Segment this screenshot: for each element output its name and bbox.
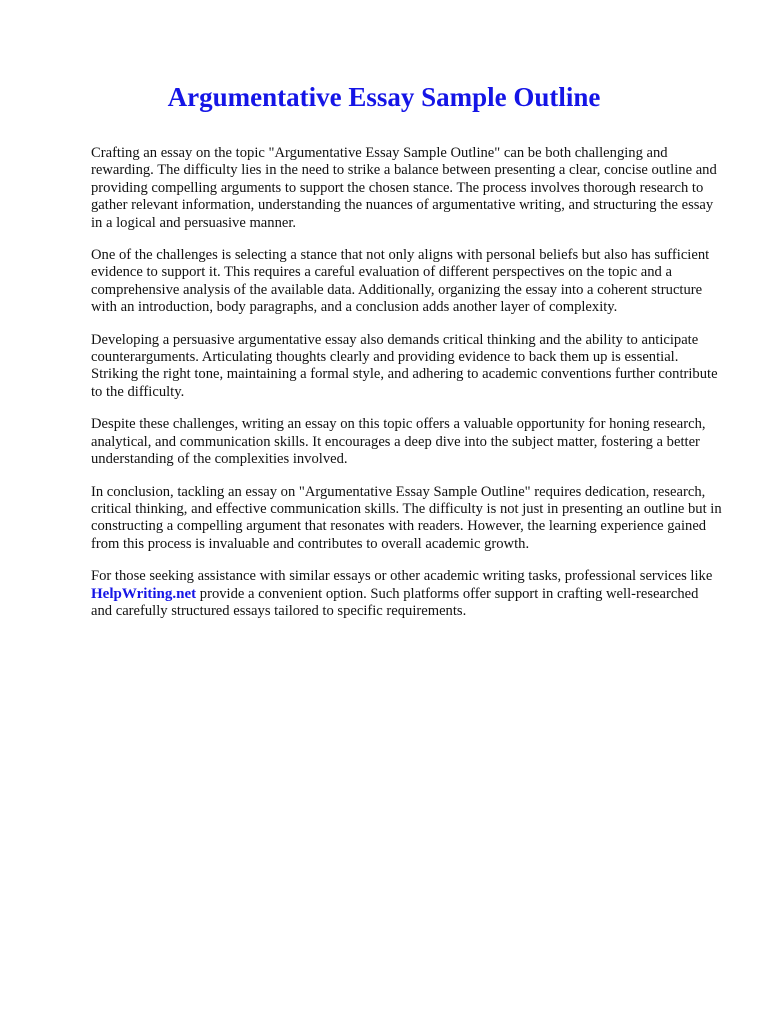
paragraph-3: Developing a persuasive argumentative essay also demands critical thinking and the ability to anticipate counterarguments. Articulating thoughts clearly and providing evidence to back them up is essential. Striking the right tone, maintaining a formal style, and adhering to academic conventions further contribute to the difficulty. [91, 331, 718, 400]
closing-text-before-link: For those seeking assistance with similar essays or other academic writing tasks, professional services like [91, 568, 713, 585]
page-title: Argumentative Essay Sample Outline [167, 82, 601, 112]
paragraph-1: Crafting an essay on the topic "Argumentative Essay Sample Outline" can be both challenging and rewarding. The difficulty lies in the need to strike a balance between presenting a clear, concise outline and providing compelling arguments to support the chosen stance. The process involves thorough research to gather relevant information, understanding the nuances of argumentative writing, and structuring the essay in a logical and persuasive manner. [91, 145, 717, 231]
paragraph-closing [91, 568, 723, 620]
closing-text-after-link: provide a convenient option. Such platforms offer support in crafting well-researched and carefully structured essays tailored to specific requirements. [91, 585, 699, 619]
document-body [91, 145, 723, 635]
paragraph-4: Despite these challenges, writing an essay on this topic offers a valuable opportunity for honing research, analytical, and communication skills. It encourages a deep dive into the subject matter, fostering a better understanding of the complexities involved. [91, 416, 706, 468]
paragraph-2: One of the challenges is selecting a stance that not only aligns with personal beliefs but also has sufficient evidence to support it. This requires a careful evaluation of different perspectives on the topic and a comprehensive analysis of the available data. Additionally, organizing the essay into a coherent structure with an introduction, body paragraphs, and a conclusion adds another layer of complexity. [91, 247, 710, 316]
helpwriting-link[interactable]: HelpWriting.net [91, 585, 197, 602]
paragraph-5: In conclusion, tackling an essay on "Argumentative Essay Sample Outline" requires dedication, research, critical thinking, and effective communication skills. The difficulty is not just in presenting an outline but in constructing a compelling argument that resonates with readers. However, the learning experience gained from this process is invaluable and contributes to overall academic growth. [91, 483, 722, 552]
